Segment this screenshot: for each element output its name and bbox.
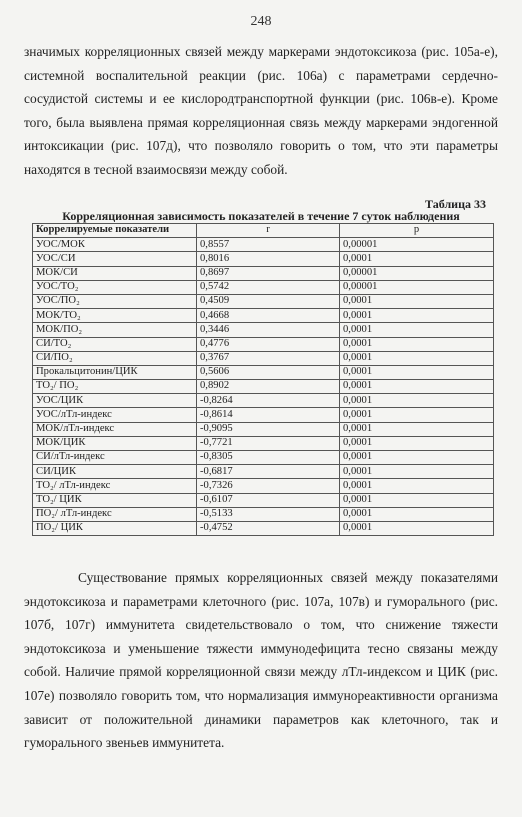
table-row [33, 266, 494, 280]
table-row [33, 294, 494, 308]
cell-indicators: УОС/МОК [33, 238, 197, 252]
cell-indicators: МОК/лТл-индекс [33, 422, 197, 436]
cell-p: 0,0001 [340, 351, 494, 365]
table-row [33, 337, 494, 351]
cell-r: 0,8557 [197, 238, 340, 252]
cell-r: 0,3446 [197, 323, 340, 337]
cell-p: 0,0001 [340, 521, 494, 535]
cell-indicators: УОС/ТО₂ [33, 280, 197, 294]
cell-indicators: УОС/ПО₂ [33, 294, 197, 308]
cell-p: 0,0001 [340, 465, 494, 479]
table-row [33, 394, 494, 408]
header-p: p [340, 224, 494, 238]
cell-p: 0,00001 [340, 280, 494, 294]
cell-p: 0,0001 [340, 323, 494, 337]
table-row [33, 507, 494, 521]
cell-p: 0,0001 [340, 479, 494, 493]
cell-r: 0,8697 [197, 266, 340, 280]
cell-indicators: МОК/СИ [33, 266, 197, 280]
cell-indicators: УОС/СИ [33, 252, 197, 266]
table-row [33, 465, 494, 479]
table-row [33, 309, 494, 323]
table-row [33, 493, 494, 507]
cell-indicators: ПО₂/ лТл-индекс [33, 507, 197, 521]
cell-r: 0,4776 [197, 337, 340, 351]
table-row [33, 323, 494, 337]
cell-indicators: СИ/лТл-индекс [33, 451, 197, 465]
cell-indicators: СИ/ТО₂ [33, 337, 197, 351]
cell-r: -0,6817 [197, 465, 340, 479]
table-row [33, 380, 494, 394]
cell-indicators: УОС/лТл-индекс [33, 408, 197, 422]
page-number: 248 [250, 14, 272, 29]
table-row [33, 365, 494, 379]
cell-indicators: ТО₂/ ПО₂ [33, 380, 197, 394]
cell-r: -0,8264 [197, 394, 340, 408]
table-row [33, 238, 494, 252]
table-row [33, 521, 494, 535]
cell-p: 0,0001 [340, 337, 494, 351]
cell-p: 0,0001 [340, 252, 494, 266]
cell-p: 0,0001 [340, 294, 494, 308]
cell-r: 0,3767 [197, 351, 340, 365]
cell-p: 0,00001 [340, 266, 494, 280]
cell-p: 0,0001 [340, 408, 494, 422]
table-row [33, 351, 494, 365]
cell-r: -0,4752 [197, 521, 340, 535]
cell-r: -0,6107 [197, 493, 340, 507]
table-row [33, 436, 494, 450]
cell-r: -0,7721 [197, 436, 340, 450]
table-label: Таблица 33 [425, 197, 486, 211]
cell-p: 0,0001 [340, 507, 494, 521]
header-indicators: Коррелируемые показатели [33, 224, 197, 238]
cell-indicators: УОС/ЦИК [33, 394, 197, 408]
cell-r: -0,8305 [197, 451, 340, 465]
correlation-table [32, 223, 494, 536]
cell-r: -0,5133 [197, 507, 340, 521]
cell-indicators: СИ/ЦИК [33, 465, 197, 479]
table-row [33, 408, 494, 422]
cell-r: 0,8902 [197, 380, 340, 394]
table-row [33, 451, 494, 465]
cell-p: 0,0001 [340, 451, 494, 465]
cell-indicators: Прокальцитонин/ЦИК [33, 365, 197, 379]
cell-indicators: ПО₂/ ЦИК [33, 521, 197, 535]
table-caption: Корреляционная зависимость показателей в течение 7 суток наблюдения [62, 209, 460, 223]
cell-r: 0,8016 [197, 252, 340, 266]
cell-r: 0,5606 [197, 365, 340, 379]
table-row [33, 252, 494, 266]
cell-p: 0,0001 [340, 436, 494, 450]
cell-p: 0,0001 [340, 380, 494, 394]
cell-p: 0,0001 [340, 309, 494, 323]
table-body [33, 238, 494, 536]
cell-p: 0,0001 [340, 394, 494, 408]
cell-r: 0,4509 [197, 294, 340, 308]
cell-indicators: МОК/ТО₂ [33, 309, 197, 323]
cell-r: -0,7326 [197, 479, 340, 493]
header-r: r [197, 224, 340, 238]
cell-indicators: МОК/ЦИК [33, 436, 197, 450]
table-row [33, 479, 494, 493]
cell-p: 0,0001 [340, 493, 494, 507]
paragraph-intro: значимых корреляционных связей между маркерами эндотоксикоза (рис. 105а-е), системной воспалительной реакции (рис. 106а) с параметрами сердечно-сосудистой системы и ее кислородтранспортной функции (рис. 106в-е). Кроме того, была выявлена прямая корреляционная связь между маркерами эндогенной интоксикации (рис. 107д), что позволяло говорить о том, что эти параметры находятся в тесной взаимосвязи между собой. [24, 44, 498, 177]
table-row [33, 280, 494, 294]
table-header-row [33, 224, 494, 238]
table-row [33, 422, 494, 436]
cell-r: 0,5742 [197, 280, 340, 294]
cell-indicators: МОК/ПО₂ [33, 323, 197, 337]
cell-p: 0,0001 [340, 365, 494, 379]
cell-p: 0,00001 [340, 238, 494, 252]
cell-r: 0,4668 [197, 309, 340, 323]
cell-r: -0,8614 [197, 408, 340, 422]
cell-r: -0,9095 [197, 422, 340, 436]
paragraph-conclusion: Существование прямых корреляционных связей между показателями эндотоксикоза и параметрами клеточного (рис. 107а, 107в) и гуморального (рис. 107б, 107г) иммунитета свидетельствовало о том, что снижение тяжести эндотоксикоза и уменьшение тяжести иммунодефицита тесно связаны между собой. Наличие прямой корреляционной связи между лТл-индексом и ЦИК (рис. 107е) позволяло говорить том, что нормализация иммунореактивности организма зависит от положительной динамики параметров как клеточного, так и гуморального звеньев иммунитета. [24, 570, 498, 751]
cell-indicators: ТО₂/ лТл-индекс [33, 479, 197, 493]
cell-indicators: СИ/ПО₂ [33, 351, 197, 365]
cell-p: 0,0001 [340, 422, 494, 436]
cell-indicators: ТО₂/ ЦИК [33, 493, 197, 507]
